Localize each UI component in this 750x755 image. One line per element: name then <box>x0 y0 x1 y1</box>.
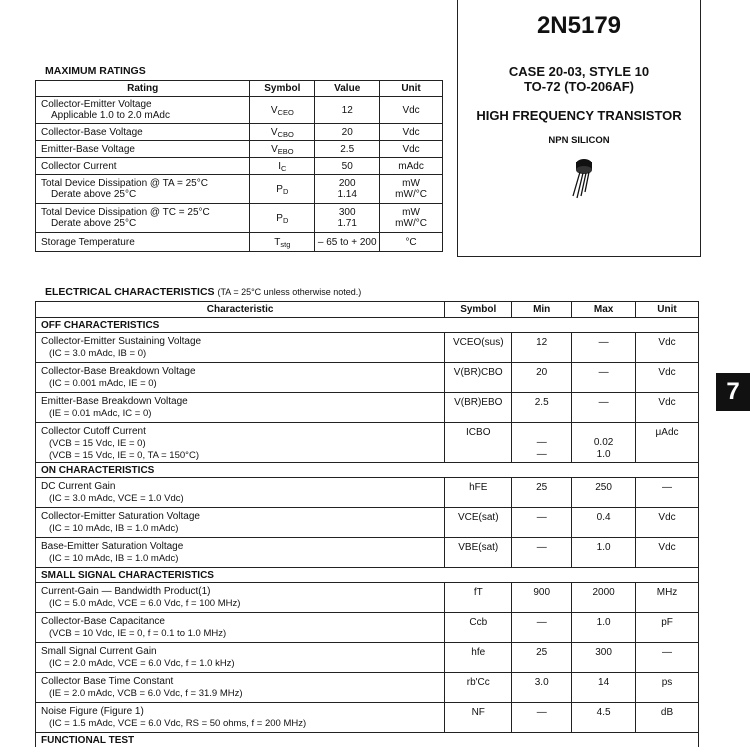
table-row: Emitter-Base Breakdown Voltage (IE = 0.01 mAdc, IC = 0) V(BR)EBO 2.5 — Vdc <box>36 393 699 423</box>
device-type: HIGH FREQUENCY TRANSISTOR <box>476 108 682 123</box>
transistor-package-icon <box>566 156 596 200</box>
table-row: Collector-Emitter Saturation Voltage (IC = 10 mAdc, IB = 1.0 mAdc) VCE(sat) — 0.4 Vdc <box>36 508 699 538</box>
table-row: Collector Cutoff Current (VCB = 15 Vdc, IE = 0) (VCB = 15 Vdc, IE = 0, TA = 150°C) ICBO — — 0.02 1.0 μAdc <box>36 423 699 463</box>
table-row: Small Signal Current Gain (IC = 2.0 mAdc, VCE = 6.0 Vdc, f = 1.0 kHz) hfe 25 300 — <box>36 643 699 673</box>
case-line-2: TO-72 (TO-206AF) <box>523 79 635 94</box>
table-row: Emitter-Base Voltage $V_{EBO}$ 2.5 Vdc <box>36 141 443 158</box>
section-off: OFF CHARACTERISTICS <box>36 318 699 333</box>
col-max: Max <box>572 302 636 318</box>
table-row: Collector-Base Capacitance (VCB = 10 Vdc, IE = 0, f = 0.1 to 1.0 MHz) Ccb — 1.0 pF <box>36 613 699 643</box>
table-row: DC Current Gain (IC = 3.0 mAdc, VCE = 1.0 Vdc) hFE 25 250 — <box>36 478 699 508</box>
table-row: Collector-Base Breakdown Voltage (IC = 0.001 mAdc, IE = 0) V(BR)CBO 20 — Vdc <box>36 363 699 393</box>
table-row: Noise Figure (Figure 1) (IC = 1.5 mAdc, VCE = 6.0 Vdc, RS = 50 ohms, f = 200 MHz) NF — 4.5 dB <box>36 703 699 733</box>
table-row: Base-Emitter Saturation Voltage (IC = 10 mAdc, IB = 1.0 mAdc) VBE(sat) — 1.0 Vdc <box>36 538 699 568</box>
col-unit: Unit <box>636 302 699 318</box>
part-info-box <box>457 0 701 257</box>
max-ratings-title: MAXIMUM RATINGS <box>45 65 146 77</box>
elec-title: ELECTRICAL CHARACTERISTICS (TA = 25°C unless otherwise noted.) <box>45 286 362 298</box>
col-characteristic: Characteristic <box>36 302 445 318</box>
table-row: Collector-Base Voltage $V_{CBO}$ 20 Vdc <box>36 124 443 141</box>
max-ratings-table <box>35 80 443 252</box>
col-min: Min <box>512 302 572 318</box>
section-functional-test: FUNCTIONAL TEST <box>36 733 699 748</box>
table-row: Current-Gain — Bandwidth Product(1) (IC = 5.0 mAdc, VCE = 6.0 Vdc, f = 100 MHz) fT 900 2000 MHz <box>36 583 699 613</box>
polarity: NPN SILICON <box>548 135 610 146</box>
case-line-1: CASE 20-03, STYLE 10 <box>508 64 650 79</box>
part-number: 2N5179 <box>536 12 622 39</box>
col-symbol: Symbol <box>445 302 512 318</box>
section-on: ON CHARACTERISTICS <box>36 463 699 478</box>
electrical-characteristics-table <box>35 301 699 747</box>
col-symbol: Symbol <box>250 81 315 97</box>
section-small-signal: SMALL SIGNAL CHARACTERISTICS <box>36 568 699 583</box>
page-section-tab: 7 <box>716 373 750 411</box>
table-row: Collector Base Time Constant (IE = 2.0 mAdc, VCB = 6.0 Vdc, f = 31.9 MHz) rb'Cc 3.0 14 ps <box>36 673 699 703</box>
col-rating: Rating <box>36 81 250 97</box>
table-row: Total Device Dissipation @ TC = 25°C Derate above 25°C $P_D$ 300 1.71 mW mW/°C <box>36 204 443 233</box>
table-row: Total Device Dissipation @ TA = 25°C Derate above 25°C $P_D$ 200 1.14 mW mW/°C <box>36 175 443 204</box>
table-row: Storage Temperature $T_{stg}$ – 65 to + 200 °C <box>36 233 443 252</box>
col-value: Value <box>315 81 380 97</box>
table-row: Collector Current $I_C$ 50 mAdc <box>36 158 443 175</box>
col-unit: Unit <box>380 81 443 97</box>
table-row: Collector-Emitter Sustaining Voltage (IC = 3.0 mAdc, IB = 0) VCEO(sus) 12 — Vdc <box>36 333 699 363</box>
table-row: Collector-Emitter Voltage Applicable 1.0 to 2.0 mAdc $V_{CEO}$ 12 Vdc <box>36 97 443 124</box>
